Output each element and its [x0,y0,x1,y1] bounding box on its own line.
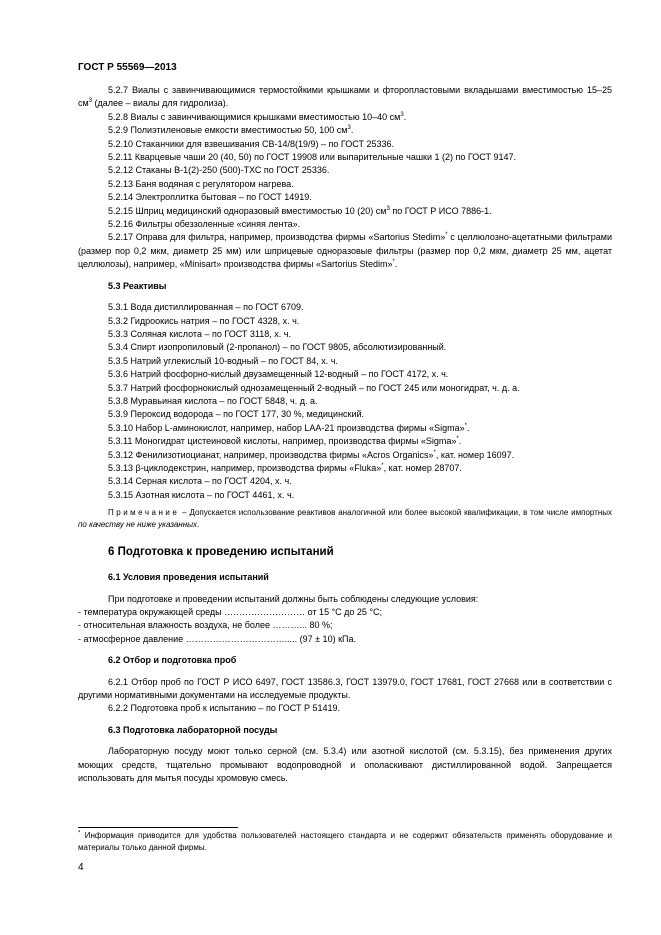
clause-6-2-1: 6.2.1 Отбор проб по ГОСТ Р ИСО 6497, ГОСТ 13586.3, ГОСТ 13979.0, ГОСТ 17681, ГОСТ 27668 или в соответствии с другими нормативными документами на исследуемые продукты. [78,676,612,701]
clause-5-3-10: 5.3.10 Набор L-аминокислот, например, набор LAA-21 производства фирмы «Sigma»*. [108,422,470,433]
footnote: * Информация приводится для удобства пользователей настоящего стандарта и не содержит обязательств применять оборудование и материалы только данной фирмы. [78,830,612,852]
reagents-note: Примечание – Допускается использование реактивов аналогичной или более высокой квалификации, в том числе импортных по качеству не ниже указанных. [78,508,612,530]
clause-5-3-12: 5.3.12 Фенилизотиоцианат, например, производства фирмы «Acros Organics»*, кат. номер 16097. [108,449,515,460]
clause-5-3-2: 5.3.2 Гидроокись натрия – по ГОСТ 4328, х. ч. [108,315,300,326]
clause-5-3-4: 5.3.4 Спирт изопропиловый (2-пропанол) – по ГОСТ 9805, абсолютизированный. [108,342,447,353]
section-5-3-heading: 5.3 Реактивы [108,280,167,291]
clause-5-3-15: 5.3.15 Азотная кислота – по ГОСТ 4461, х. ч. [108,489,295,500]
clause-5-2-7: 5.2.7 Виалы с завинчивающимися термостойкими крышками и фторопластовыми вкладышами вместимостью 15–25 $см^3$ (далее – виалы для гидролиза). [78,85,612,109]
clause-5-3-13: 5.3.13 β-циклодекстрин, например, производства фирмы «Fluka»*, кат. номер 28707. [108,462,462,473]
clause-5-2-17: 5.2.17 Оправа для фильтра, например, производства фирмы «Sartorius Stedim»* с целлюлозно-ацетатными фильтрами (размер пор 0,2 мкм, диаметр 25 мм) или шприцевые одноразовые фильтры (размер пор 0,2 мкм, диаметр 25 мм, ацетат целлюлозы), например, «Minisart» производства фирмы «Sartorius Stedim»*. [78,232,612,270]
conditions-intro: При подготовке и проведении испытаний должны быть соблюдены следующие условия: [108,593,479,604]
labware-paragraph: Лабораторную посуду моют только серной (см. 5.3.4) или азотной кислотой (см. 5.3.15), без применения других моющих средств, тщательно промывают водопроводной и ополаскивают дистиллированной водой. Запрещается использовать для мытья посуды хромовую смесь. [78,746,612,784]
condition-temperature: - температура окружающей среды ……………………… от 15 °С до 25 °С; [78,607,383,617]
clause-5-2-13: 5.2.13 Баня водяная с регулятором нагрева. [108,178,294,189]
condition-pressure: - атмосферное давление ……………………………..... (97 ± 10) кПа. [78,633,356,644]
clause-5-2-16: 5.2.16 Фильтры обеззоленные «синяя лента». [108,219,301,230]
clause-5-3-11: 5.3.11 Моногидрат цистеиновой кислоты, например, производства фирмы «Sigma»*. [108,436,462,447]
section-6-1-heading: 6.1 Условия проведения испытаний [108,572,269,583]
condition-humidity: - относительная влажность воздуха, не более ………... 80 %; [78,620,333,631]
clause-5-2-15: 5.2.15 Шприц медицинский одноразовый вместимостью 10 (20) $см^3$ по ГОСТ Р ИСО 7886-1. [108,205,492,216]
clause-5-2-11: 5.2.11 Кварцевые чаши 20 (40, 50) по ГОСТ 19908 или выпарительные чашки 1 (2) по ГОСТ 9147. [108,152,516,163]
clause-6-2-2: 6.2.2 Подготовка проб к испытанию – по ГОСТ Р 51419. [108,703,340,714]
footnote-divider [78,827,238,828]
section-6-3-heading: 6.3 Подготовка лабораторной посуды [108,724,278,735]
clause-5-3-9: 5.3.9 Пероксид водорода – по ГОСТ 177, 30 %, медицинский. [108,409,365,420]
clause-5-3-3: 5.3.3 Соляная кислота – по ГОСТ 3118, х. ч. [108,328,291,339]
clause-5-2-14: 5.2.14 Электроплитка бытовая – по ГОСТ 14919. [108,192,312,203]
clause-5-3-8: 5.3.8 Муравьиная кислота – по ГОСТ 5848, ч. д. а. [108,395,318,406]
section-6-2-heading: 6.2 Отбор и подготовка проб [108,655,237,666]
footnote-mark: * [78,830,81,837]
clause-5-2-10: 5.2.10 Стаканчики для взвешивания СВ-14/8(19/9) – по ГОСТ 25336. [108,138,395,149]
clause-5-3-5: 5.3.5 Натрий углекислый 10-водный – по ГОСТ 84, х. ч. [108,355,338,366]
clause-5-3-1: 5.3.1 Вода дистиллированная – по ГОСТ 6709. [108,302,304,313]
clause-5-2-12: 5.2.12 Стаканы В-1(2)-250 (500)-ТХС по ГОСТ 25336. [108,165,330,176]
document-header: ГОСТ Р 55569—2013 [78,62,177,73]
clause-5-3-7: 5.3.7 Натрий фосфорнокислый однозамещенный 2-водный – по ГОСТ 245 или моногидрат, ч. д. а. [108,382,520,393]
section-6-heading: 6 Подготовка к проведению испытаний [108,546,334,559]
document-body [78,84,612,785]
clause-5-3-14: 5.3.14 Серная кислота – по ГОСТ 4204, х. ч. [108,476,292,487]
clause-5-2-9: 5.2.9 Полиэтиленовые емкости вместимостью 50, 100 $см^3$. [108,125,354,136]
clause-5-3-6: 5.3.6 Натрий фосфорно-кислый двузамещенный 12-водный – по ГОСТ 4172, х. ч. [108,369,449,380]
page-number: 4 [78,862,84,873]
note-label: Примечание [108,508,180,518]
clause-5-2-8: 5.2.8 Виалы с завинчивающимися крышками вместимостью 10–40 $см^3$. [108,111,407,122]
